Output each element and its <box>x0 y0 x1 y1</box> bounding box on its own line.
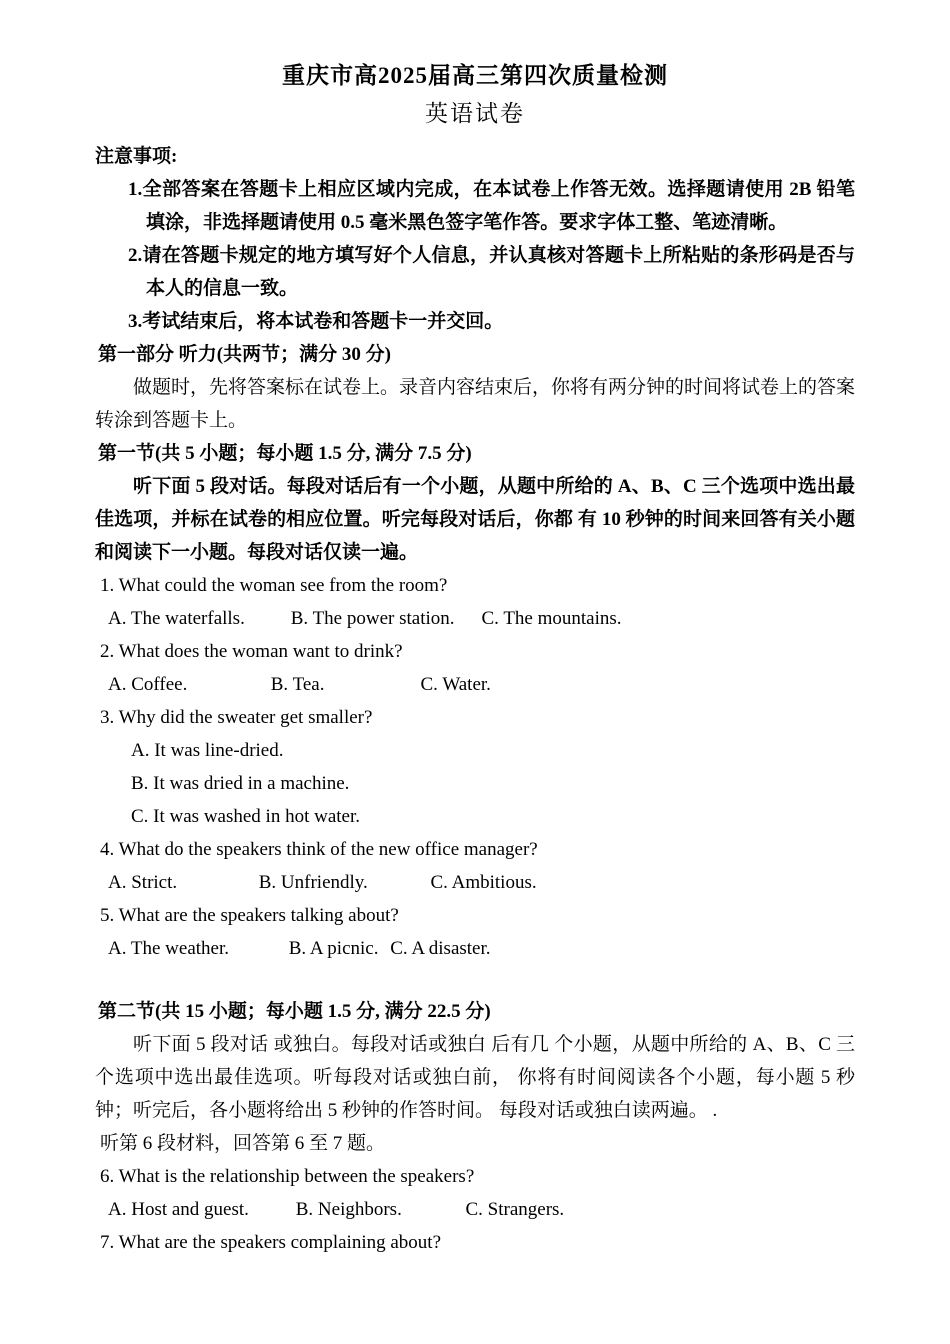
question-5-option-b: B. A picnic. <box>288 938 379 959</box>
question-3-option-b: B. It was dried in a machine. <box>131 773 350 794</box>
question-2-option-b: B. Tea. <box>270 674 325 695</box>
question-6-option-b: B. Neighbors. <box>295 1199 402 1220</box>
section2 <box>95 995 855 1259</box>
section2-heading: 第二节(共 15 小题；每小题 1.5 分, 满分 22.5 分) <box>98 1001 491 1022</box>
part1-listening <box>95 338 855 1259</box>
question-1-option-c: C. The mountains. <box>481 608 622 629</box>
question-1-option-b: B. The power station. <box>290 608 455 629</box>
notice-item-3: 3.考试结束后，将本试卷和答题卡一并交回。 <box>128 311 504 332</box>
question-4-option-c: C. Ambitious. <box>430 872 537 893</box>
question-5-option-a: A. The weather. <box>108 938 229 959</box>
exam-subtitle: 英语试卷 <box>425 101 525 126</box>
question-5 <box>95 899 855 965</box>
question-1-option-a: A. The waterfalls. <box>108 608 245 629</box>
question-4-options <box>95 866 855 899</box>
notice-heading: 注意事项: <box>95 146 178 167</box>
question-1 <box>95 569 855 635</box>
question-4-text: 4. What do the speakers think of the new office manager? <box>100 839 538 860</box>
exam-title: 重庆市高2025届高三第四次质量检测 <box>282 63 668 88</box>
question-3-option-c: C. It was washed in hot water. <box>131 806 361 827</box>
question-6-option-c: C. Strangers. <box>465 1199 565 1220</box>
part1-heading: 第一部分 听力(共两节；满分 30 分) <box>98 344 391 365</box>
question-6-options <box>95 1193 855 1226</box>
question-5-option-c: C. A disaster. <box>390 938 491 959</box>
question-6-text: 6. What is the relationship between the speakers? <box>100 1166 475 1187</box>
question-7 <box>95 1226 855 1259</box>
question-2-text: 2. What does the woman want to drink? <box>100 641 403 662</box>
question-3 <box>95 701 855 833</box>
notice-item-2: 2.请在答题卡规定的地方填写好个人信息，并认真核对答题卡上所粘贴的条形码是否与本人的信息一致。 <box>128 245 855 299</box>
question-6 <box>95 1160 855 1226</box>
question-7-text: 7. What are the speakers complaining about? <box>100 1232 441 1253</box>
question-2-option-a: A. Coffee. <box>108 674 188 695</box>
section1-instructions: 听下面 5 段对话。每段对话后有一个小题，从题中所给的 A、B、C 三个选项中选出最佳选项，并标在试卷的相应位置。听完每段对话后，你都 有 10 秒钟的时间来回答有关小题和阅读下一小题。每段对话仅读一遍。 <box>95 476 855 563</box>
question-4 <box>95 833 855 899</box>
question-3-text: 3. Why did the sweater get smaller? <box>100 707 373 728</box>
part1-intro: 做题时，先将答案标在试卷上。录音内容结束后，你将有两分钟的时间将试卷上的答案转涂到答题卡上。 <box>95 377 856 431</box>
material-6-line: 听第 6 段材料，回答第 6 至 7 题。 <box>100 1133 386 1154</box>
question-4-option-a: A. Strict. <box>108 872 178 893</box>
question-6-option-a: A. Host and guest. <box>108 1199 249 1220</box>
section2-instructions: 听下面 5 段对话 或独白。每段对话或独白 后有几 个小题，从题中所给的 A、B、C 三个选项中选出最佳选项。听每段对话或独白前， 你将有时间阅读各个小题，每小题 5 秒钟；听完后，各小题将给出 5 秒钟的作答时间。 每段对话或独白读两遍。 . <box>95 1034 855 1121</box>
question-2-option-c: C. Water. <box>420 674 491 695</box>
question-1-text: 1. What could the woman see from the room? <box>100 575 448 596</box>
question-5-text: 5. What are the speakers talking about? <box>100 905 399 926</box>
notice-item-1: 1.全部答案在答题卡上相应区域内完成，在本试卷上作答无效。选择题请使用 2B 铅笔填涂，非选择题请使用 0.5 毫米黑色签字笔作答。要求字体工整、笔迹清晰。 <box>128 179 855 233</box>
question-5-options <box>95 932 855 965</box>
question-2 <box>95 635 855 701</box>
question-4-option-b: B. Unfriendly. <box>258 872 368 893</box>
notice-section <box>95 140 855 338</box>
question-3-option-a: A. It was line-dried. <box>131 740 284 761</box>
section1-heading: 第一节(共 5 小题；每小题 1.5 分, 满分 7.5 分) <box>98 443 472 464</box>
question-1-options <box>95 602 855 635</box>
question-2-options <box>95 668 855 701</box>
